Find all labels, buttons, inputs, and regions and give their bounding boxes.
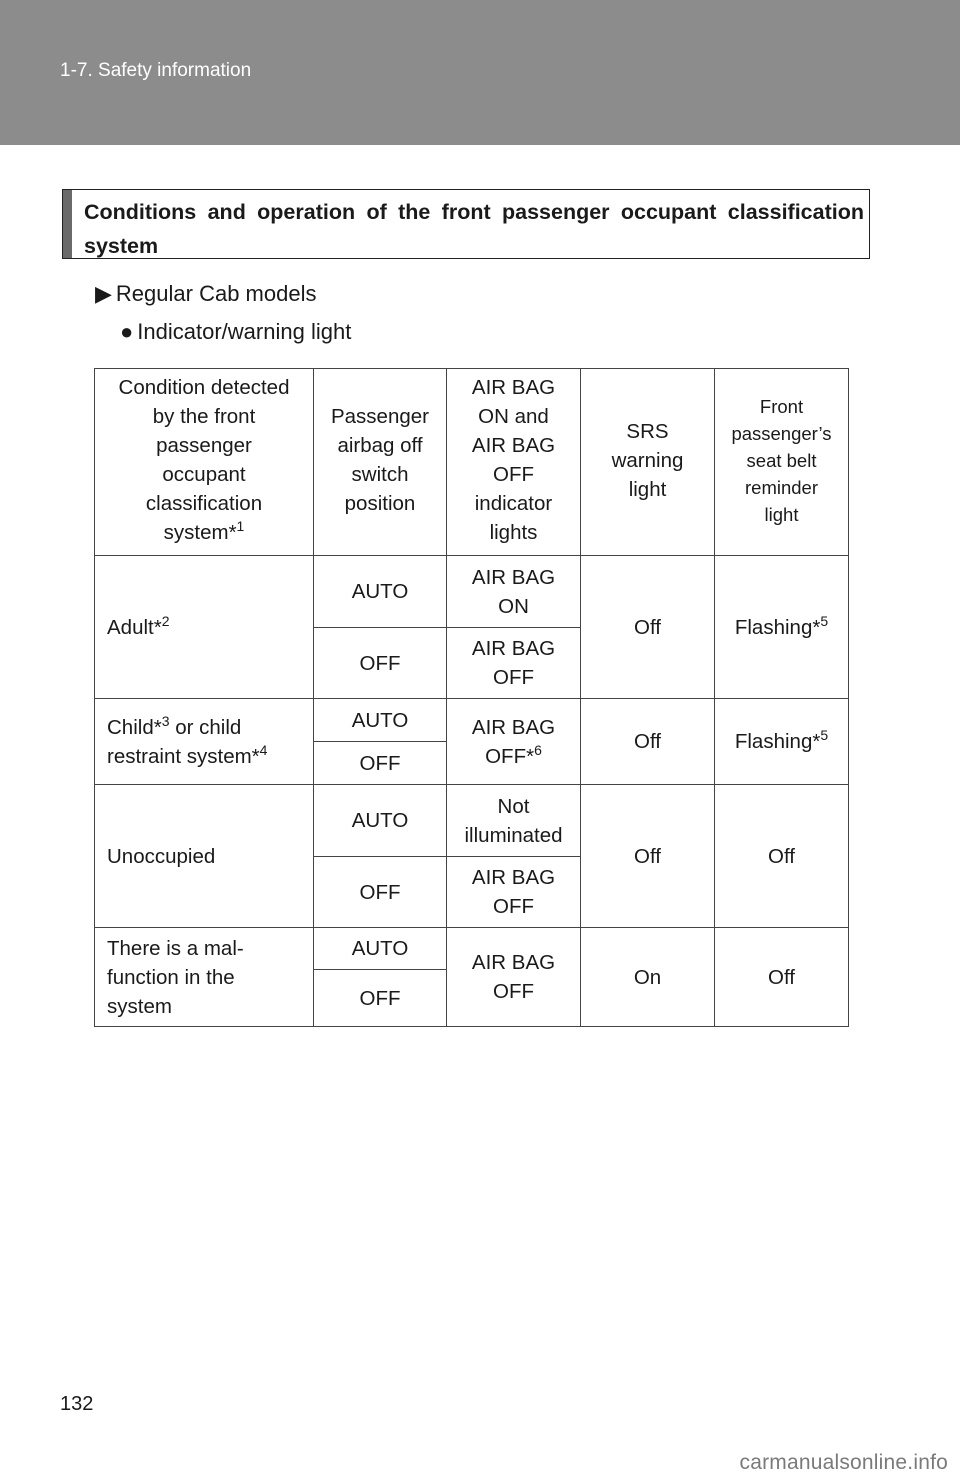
switch-cell: AUTO <box>314 556 447 628</box>
triangle-bullet-icon: ▶ <box>95 281 112 306</box>
reminder-cell: Off <box>715 928 849 1027</box>
header-srs-warning-light: SRS warning light <box>581 369 715 556</box>
subheading-text: Regular Cab models <box>115 281 317 306</box>
header-condition: Condition detected by the front passenger occupant classification system*$^1$ <box>95 369 314 556</box>
switch-cell: OFF <box>314 628 447 699</box>
srs-cell: Off <box>581 556 715 699</box>
condition-cell: Child*$^3$ or child restraint system*$^4$ <box>95 699 314 785</box>
condition-cell: There is a mal- function in the system <box>95 928 314 1027</box>
header-switch-position: Passenger airbag off switch position <box>314 369 447 556</box>
indicator-cell: AIR BAG OFF <box>447 628 581 699</box>
page-number: 132 <box>60 1393 94 1415</box>
indicator-cell: AIR BAG OFF <box>447 857 581 928</box>
table-header-row <box>95 369 849 556</box>
reminder-cell: Flashing*$^5$ <box>715 556 849 699</box>
switch-cell: OFF <box>314 742 447 785</box>
srs-cell: Off <box>581 785 715 928</box>
switch-cell: AUTO <box>314 928 447 970</box>
switch-cell: AUTO <box>314 699 447 742</box>
section-heading: Conditions and operation of the front passenger occupant classification system <box>84 200 864 258</box>
indicator-cell: AIR BAG ON <box>447 556 581 628</box>
subsubheading-text: Indicator/warning light <box>137 319 352 344</box>
section-title: 1-7. Safety information <box>60 60 252 81</box>
switch-cell: AUTO <box>314 785 447 857</box>
circle-bullet-icon: ● <box>120 319 134 344</box>
heading-accent-bar <box>63 190 72 258</box>
indicator-cell: AIR BAG OFF <box>447 928 581 1027</box>
condition-cell: Adult*$^2$ <box>95 556 314 699</box>
watermark: carmanualsonline.info <box>739 1451 948 1474</box>
table-row <box>95 785 849 857</box>
table-row <box>95 928 849 970</box>
indicator-cell: AIR BAG OFF*$^6$ <box>447 699 581 785</box>
switch-cell: OFF <box>314 970 447 1027</box>
srs-cell: On <box>581 928 715 1027</box>
condition-cell: Unoccupied <box>95 785 314 928</box>
table-row <box>95 556 849 628</box>
reminder-cell: Off <box>715 785 849 928</box>
srs-cell: Off <box>581 699 715 785</box>
subsubheading <box>120 319 351 345</box>
header-seat-belt-reminder: Front passenger’s seat belt reminder light <box>715 369 849 556</box>
page-header <box>0 0 960 145</box>
indicator-cell: Not illuminated <box>447 785 581 857</box>
subheading <box>95 281 316 307</box>
header-indicator-lights: AIR BAG ON and AIR BAG OFF indicator lights <box>447 369 581 556</box>
indicator-table <box>94 368 849 1027</box>
reminder-cell: Flashing*$^5$ <box>715 699 849 785</box>
section-heading-box <box>62 189 870 259</box>
switch-cell: OFF <box>314 857 447 928</box>
table-row <box>95 699 849 742</box>
